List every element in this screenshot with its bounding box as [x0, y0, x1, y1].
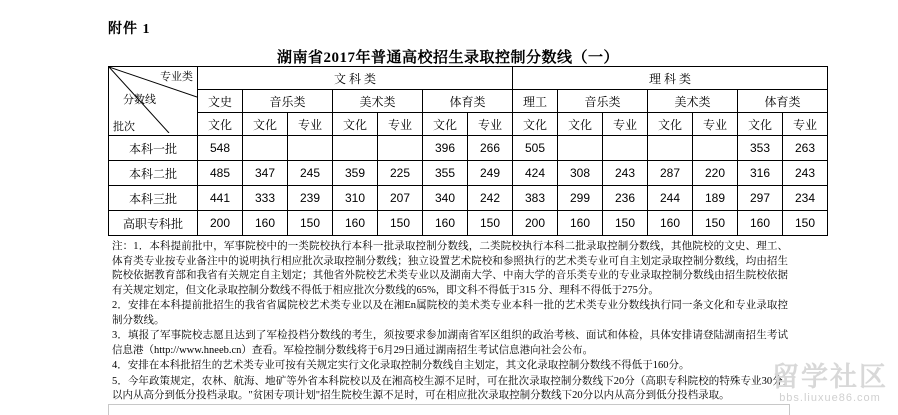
group-header-liberal-arts: 文 科 类 [198, 67, 513, 90]
table-row [109, 161, 828, 186]
attachment-label: 附件 1 [108, 22, 151, 37]
cell-0-6: 266 [468, 136, 513, 161]
cell-1-3: 359 [333, 161, 378, 186]
sub-header-7: 文化 [513, 113, 558, 136]
cell-2-10: 244 [648, 186, 693, 211]
sub-header-4: 专业 [378, 113, 423, 136]
sub-header-2: 专业 [288, 113, 333, 136]
category-header-1: 音乐类 [243, 90, 333, 113]
cell-3-13: 150 [783, 211, 828, 236]
cell-0-9 [603, 136, 648, 161]
table-header-row-category [109, 90, 828, 113]
cell-2-8: 299 [558, 186, 603, 211]
cell-3-4: 150 [378, 211, 423, 236]
cell-0-4 [378, 136, 423, 161]
watermark-url: bbs.liuxue86.com [779, 392, 881, 404]
cell-2-1: 333 [243, 186, 288, 211]
sub-header-0: 文化 [198, 113, 243, 136]
cell-0-0: 548 [198, 136, 243, 161]
sub-header-1: 文化 [243, 113, 288, 136]
cell-2-6: 242 [468, 186, 513, 211]
sub-header-3: 文化 [333, 113, 378, 136]
cell-1-1: 347 [243, 161, 288, 186]
sub-header-11: 专业 [693, 113, 738, 136]
note-1: 注：1．本科提前批中，军事院校中的一类院校执行本科一批录取控制分数线，二类院校执行本科二批录取控制分数线，其他院校的文史、理工、体育类专业按专业备注中的说明执行相应批次录取控制分数线；独立设置艺术院校和参照执行的艺术类专业可自主划定录取控制分数线，均由招生院校依据教育部和我省有关规定自主划定；其他省外院校艺术类专业以及湖南大学、中南大学的音乐类专业的专业录取控制分数线由招生院校依据有关规定划定，但文化录取控制分数线不得低于相应批次分数线的65%，即文科不得低于315 分、理科不得低于275分。 [112, 241, 788, 296]
sub-header-9: 专业 [603, 113, 648, 136]
cell-3-5: 160 [423, 211, 468, 236]
row-batch-label: 本科一批 [109, 136, 198, 161]
note-5: 5．今年政策规定，农林、航海、地矿等外省本科院校以及在湘高校生源不足时，可在批次录取控制分数线下20分（高职专科院校的特殊专业30分）以内从高分到低分投档录取。"贫困专项计划"招生院校生源不足时，可在相应批次录取控制分数线下20分以内从高分到低分投档录取。 [112, 375, 788, 401]
table-header-row-sub [109, 113, 828, 136]
cell-2-12: 297 [738, 186, 783, 211]
cell-1-6: 249 [468, 161, 513, 186]
cell-1-8: 308 [558, 161, 603, 186]
watermark-title: 留学社区 [772, 362, 888, 392]
sub-header-12: 文化 [738, 113, 783, 136]
cell-3-9: 150 [603, 211, 648, 236]
note-4: 4．安排在本科批招生的艺术类专业可按有关规定实行文化录取控制分数线自主划定，其文化录取控制分数线不得低于160分。 [112, 360, 690, 371]
sub-header-5: 文化 [423, 113, 468, 136]
cell-1-5: 355 [423, 161, 468, 186]
cell-3-2: 150 [288, 211, 333, 236]
table-corner-cell [109, 67, 198, 136]
category-header-3: 体育类 [423, 90, 513, 113]
row-batch-label: 本科二批 [109, 161, 198, 186]
score-line-table [108, 66, 828, 236]
cell-1-0: 485 [198, 161, 243, 186]
cell-0-13: 263 [783, 136, 828, 161]
cell-0-3 [333, 136, 378, 161]
cell-3-11: 150 [693, 211, 738, 236]
cell-3-10: 160 [648, 211, 693, 236]
cell-2-5: 340 [423, 186, 468, 211]
row-batch-label: 高职专科批 [109, 211, 198, 236]
cell-2-0: 441 [198, 186, 243, 211]
cell-1-9: 243 [603, 161, 648, 186]
cell-2-3: 310 [333, 186, 378, 211]
cell-1-10: 287 [648, 161, 693, 186]
table-header-row-group [109, 67, 828, 90]
notes-section [112, 240, 788, 405]
cell-2-9: 236 [603, 186, 648, 211]
cell-1-4: 225 [378, 161, 423, 186]
page-bottom-edge [108, 404, 790, 415]
table-row [109, 136, 828, 161]
cell-1-11: 220 [693, 161, 738, 186]
cell-3-8: 160 [558, 211, 603, 236]
sub-header-6: 专业 [468, 113, 513, 136]
cell-3-7: 200 [513, 211, 558, 236]
cell-1-13: 243 [783, 161, 828, 186]
sub-header-10: 文化 [648, 113, 693, 136]
category-header-2: 美术类 [333, 90, 423, 113]
cell-3-6: 150 [468, 211, 513, 236]
cell-1-7: 424 [513, 161, 558, 186]
sub-header-8: 文化 [558, 113, 603, 136]
note-2: 2．安排在本科提前批招生的我省省属院校艺术类专业以及在湘En属院校的美术类专业本科一批的艺术类专业分数线执行同一条文化和专业录取控制分数线。 [112, 300, 788, 326]
corner-batch-label: 批次 [113, 121, 135, 133]
row-batch-label: 本科三批 [109, 186, 198, 211]
cell-2-11: 189 [693, 186, 738, 211]
cell-3-0: 200 [198, 211, 243, 236]
cell-2-4: 207 [378, 186, 423, 211]
cell-3-1: 160 [243, 211, 288, 236]
cell-1-12: 316 [738, 161, 783, 186]
page-title: 湖南省2017年普通高校招生录取控制分数线（一） [276, 50, 619, 66]
cell-0-7: 505 [513, 136, 558, 161]
cell-0-10 [648, 136, 693, 161]
category-header-4: 理工 [513, 90, 558, 113]
group-header-science: 理 科 类 [513, 67, 828, 90]
cell-3-3: 160 [333, 211, 378, 236]
cell-2-7: 383 [513, 186, 558, 211]
note-3: 3．填报了军事院校志愿且达到了军检投档分数线的考生，须按要求参加湖南省军区组织的政治考核、面试和体检，具体安排请登陆湖南招生考试信息港（http://www.hneeb.cn）查看。军检控制分数线将于6月29日通过湖南招生考试信息港向社会公布。 [112, 330, 788, 356]
cell-0-8 [558, 136, 603, 161]
category-header-6: 美术类 [648, 90, 738, 113]
table-row [109, 186, 828, 211]
watermark [772, 362, 888, 404]
corner-major-category-label: 专业类 [160, 71, 193, 83]
category-header-5: 音乐类 [558, 90, 648, 113]
cell-3-12: 160 [738, 211, 783, 236]
cell-1-2: 245 [288, 161, 333, 186]
cell-2-2: 239 [288, 186, 333, 211]
cell-0-12: 353 [738, 136, 783, 161]
cell-0-2 [288, 136, 333, 161]
cell-0-1 [243, 136, 288, 161]
category-header-7: 体育类 [738, 90, 828, 113]
table-row [109, 211, 828, 236]
cell-0-5: 396 [423, 136, 468, 161]
cell-0-11 [693, 136, 738, 161]
sub-header-13: 专业 [783, 113, 828, 136]
cell-2-13: 234 [783, 186, 828, 211]
corner-score-line-label: 分数线 [123, 94, 156, 106]
category-header-0: 文史 [198, 90, 243, 113]
